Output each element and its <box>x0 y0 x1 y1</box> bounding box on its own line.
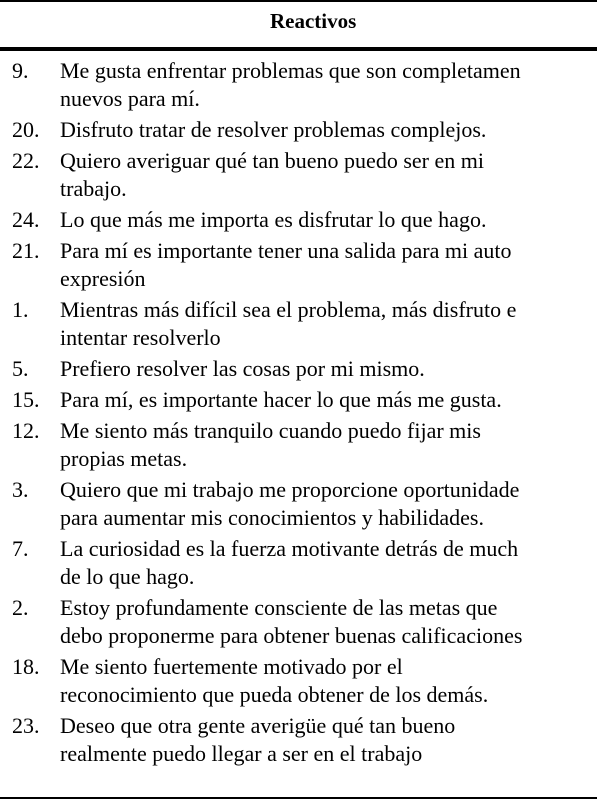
list-item <box>0 535 597 591</box>
item-number: 3. <box>12 477 29 502</box>
item-text: Me siento más tranquilo cuando puedo fijar mis propias metas. <box>60 418 481 471</box>
item-number: 18. <box>12 654 40 679</box>
item-text: Deseo que otra gente averigüe qué tan bueno realmente puedo llegar a ser en el trabajo <box>60 713 456 766</box>
list-item <box>0 296 597 352</box>
list-item <box>0 653 597 709</box>
item-number: 1. <box>12 297 29 322</box>
list-item <box>0 57 597 113</box>
item-text: Lo que más me importa es disfrutar lo que hago. <box>60 207 487 232</box>
item-list <box>0 57 597 797</box>
item-text: Para mí es importante tener una salida para mi auto expresión <box>60 238 512 291</box>
item-number: 5. <box>12 356 29 381</box>
item-number: 23. <box>12 713 40 738</box>
item-text: Para mí, es importante hacer lo que más me gusta. <box>60 387 502 412</box>
list-item <box>0 712 597 768</box>
column-title: Reactivos <box>270 9 357 33</box>
item-number: 22. <box>12 148 40 173</box>
header-rule <box>0 47 597 51</box>
list-item <box>0 116 597 144</box>
list-item <box>0 355 597 383</box>
item-text: Estoy profundamente consciente de las metas que debo proponerme para obtener buenas calificaciones <box>60 595 523 648</box>
bottom-rule <box>0 797 597 799</box>
list-item <box>0 237 597 293</box>
list-item <box>0 206 597 234</box>
item-text: Me gusta enfrentar problemas que son completamen nuevos para mí. <box>60 58 521 111</box>
list-item <box>0 417 597 473</box>
list-item <box>0 386 597 414</box>
item-number: 24. <box>12 207 40 232</box>
item-text: Mientras más difícil sea el problema, más disfruto e intentar resolverlo <box>60 297 517 350</box>
item-number: 2. <box>12 595 29 620</box>
item-text: Me siento fuertemente motivado por el reconocimiento que pueda obtener de los demás. <box>60 654 489 707</box>
item-number: 15. <box>12 387 40 412</box>
item-number: 20. <box>12 117 40 142</box>
item-number: 7. <box>12 536 29 561</box>
item-text: Quiero averiguar qué tan bueno puedo ser en mi trabajo. <box>60 148 484 201</box>
list-item <box>0 147 597 203</box>
item-text: La curiosidad es la fuerza motivante detrás de much de lo que hago. <box>60 536 519 589</box>
item-number: 9. <box>12 58 29 83</box>
item-text: Prefiero resolver las cosas por mi mismo. <box>60 356 425 381</box>
table-header <box>0 0 597 46</box>
list-item <box>0 476 597 532</box>
item-number: 21. <box>12 238 40 263</box>
item-number: 12. <box>12 418 40 443</box>
item-text: Disfruto tratar de resolver problemas complejos. <box>60 117 487 142</box>
list-item <box>0 594 597 650</box>
item-text: Quiero que mi trabajo me proporcione oportunidade para aumentar mis conocimientos y habilidades. <box>60 477 520 530</box>
